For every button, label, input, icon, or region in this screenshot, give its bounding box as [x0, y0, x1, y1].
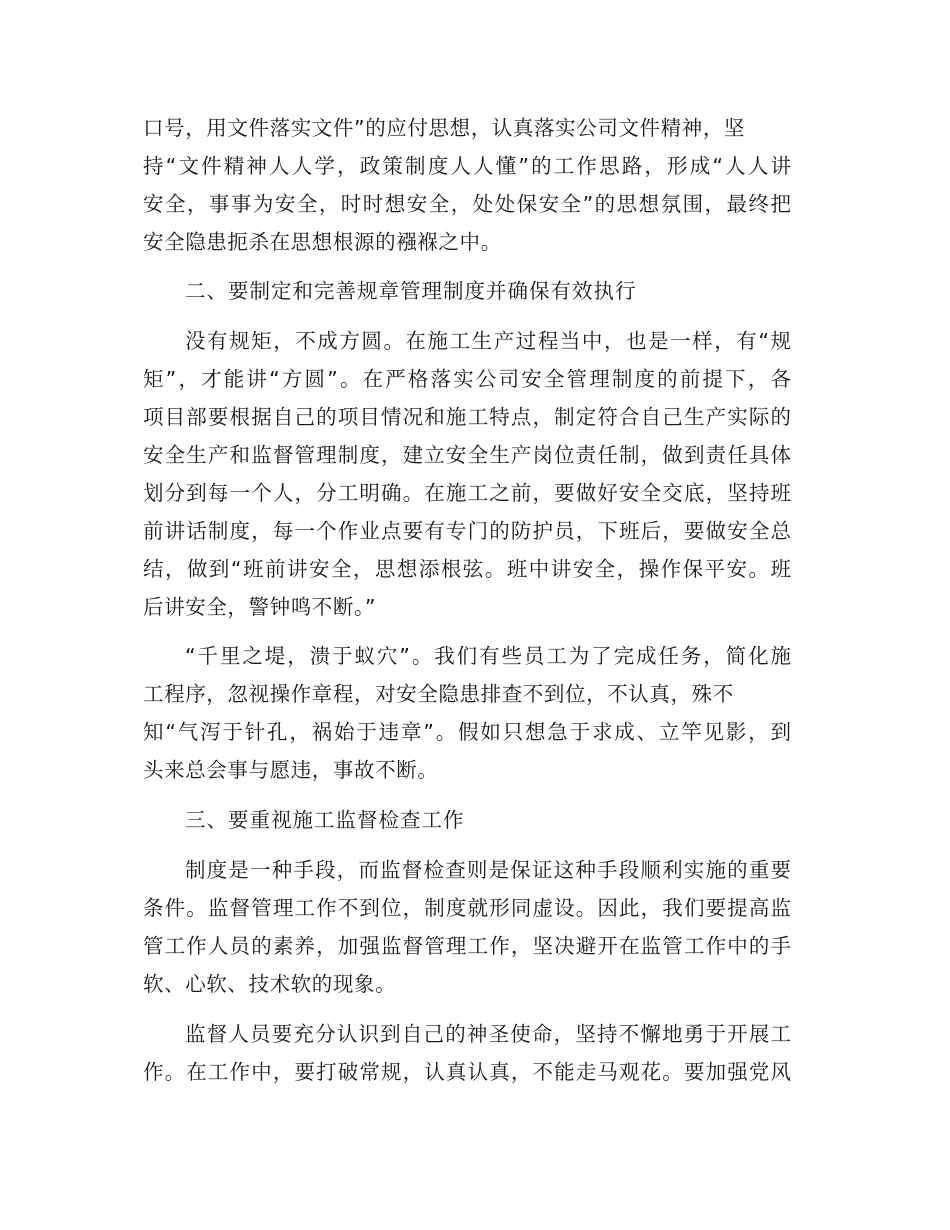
text-line: 矩”，才能讲“方圆”。在严格落实公司安全管理制度的前提下，各: [143, 367, 791, 391]
text-line: 持“文件精神人人学，政策制度人人懂”的工作思路，形成“人人讲: [143, 154, 791, 178]
text-line: 没有规矩，不成方圆。在施工生产过程当中，也是一样，有“规: [185, 329, 791, 353]
text-line: 前讲话制度，每一个作业点要有专门的防护员，下班后，要做安全总: [143, 519, 791, 543]
text-line: 安全，事事为安全，时时想安全，处处保安全”的思想氛围，最终把: [143, 192, 791, 216]
text-line: 头来总会事与愿违，事故不断。: [143, 758, 439, 782]
text-line: 知“气泻于针孔，祸始于违章”。假如只想急于求成、立竿见影，到: [143, 720, 791, 744]
section-heading: 三、要重视施工监督检查工作: [185, 808, 465, 832]
text-line: 软、心软、技术软的现象。: [143, 972, 397, 996]
text-line: 划分到每一个人，分工明确。在施工之前，要做好安全交底，坚持班: [143, 481, 791, 505]
text-line: 结，做到“班前讲安全，思想添根弦。班中讲安全，操作保平安。班: [143, 557, 791, 581]
text-line: 后讲安全，警钟鸣不断。”: [143, 595, 377, 619]
text-line: 工程序，忽视操作章程，对安全隐患排查不到位，不认真，殊不: [143, 682, 734, 706]
text-line: 管工作人员的素养，加强监督管理工作，坚决避开在监管工作中的手: [143, 934, 791, 958]
text-line: 口号，用文件落实文件”的应付思想，认真落实公司文件精神，坚: [143, 116, 746, 140]
text-line: 安全生产和监督管理制度，建立安全生产岗位责任制，做到责任具体: [143, 443, 791, 467]
text-line: 条件。监督管理工作不到位，制度就形同虚设。因此，我们要提高监: [143, 896, 791, 920]
text-line: 项目部要根据自己的项目情况和施工特点，制定符合自己生产实际的: [143, 405, 791, 429]
text-line: 安全隐患扼杀在思想根源的襁褓之中。: [143, 230, 502, 254]
section-heading: 二、要制定和完善规章管理制度并确保有效执行: [185, 279, 637, 303]
text-line: “千里之堤，溃于蚁穴”。我们有些员工为了完成任务，简化施: [185, 644, 791, 668]
text-line: 监督人员要充分认识到自己的神圣使命，坚持不懈地勇于开展工: [185, 1022, 791, 1046]
text-line: 制度是一种手段，而监督检查则是保证这种手段顺利实施的重要: [185, 858, 791, 882]
text-line: 作。在工作中，要打破常规，认真认真，不能走马观花。要加强党风: [143, 1060, 791, 1084]
